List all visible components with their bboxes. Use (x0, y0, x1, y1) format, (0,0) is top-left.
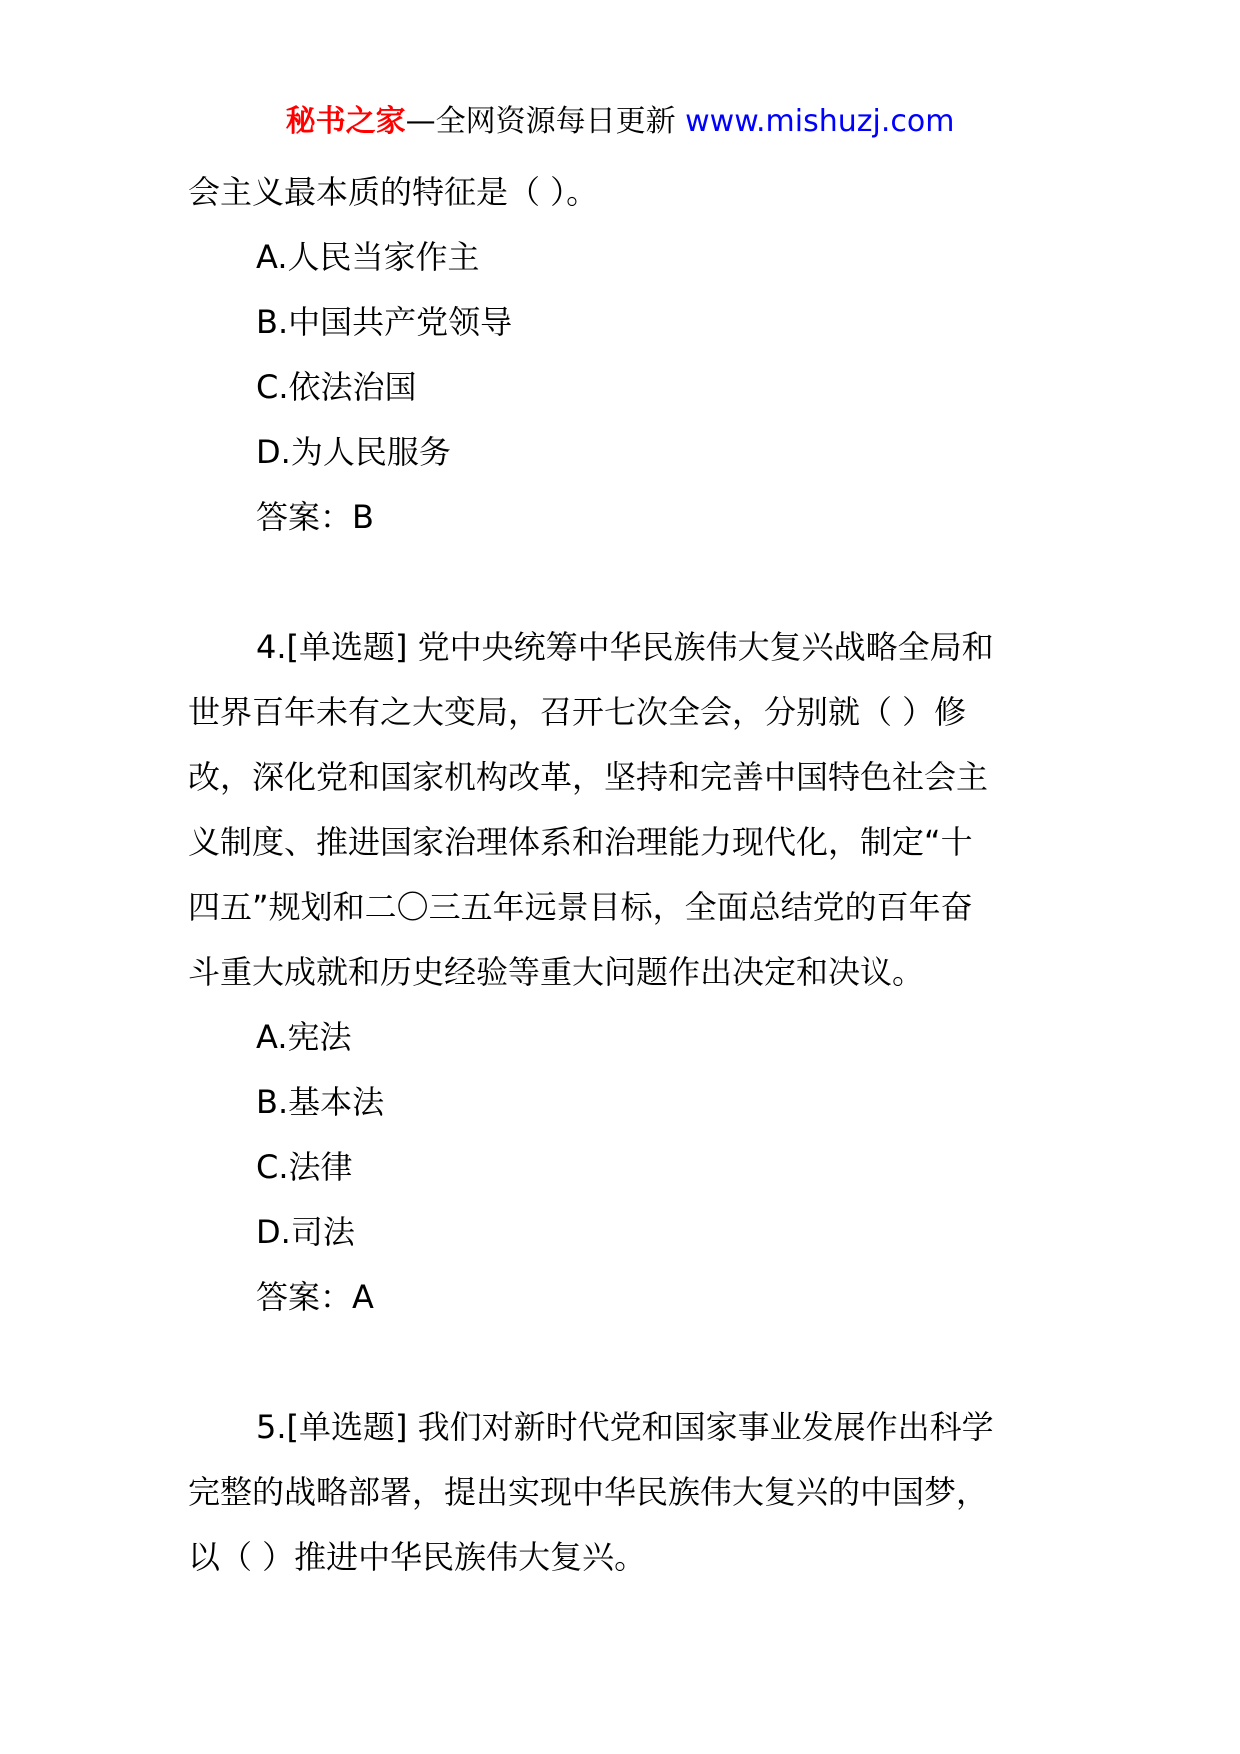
option-c: C.依法治国 (256, 368, 417, 406)
question-stem-line: 义制度、推进国家治理体系和治理能力现代化，制定“十 (188, 823, 973, 861)
site-url-link[interactable]: www.mishuzj.com (685, 104, 955, 139)
question-stem-line: 世界百年未有之大变局，召开七次全会，分别就（ ）修 (188, 693, 967, 731)
option-c: C.法律 (256, 1148, 353, 1186)
question-stem-line: 会主义最本质的特征是（ ）。 (188, 173, 599, 211)
spacer (188, 1330, 1060, 1395)
answer-line: 答案：A (256, 1278, 374, 1316)
answer-line: 答案：B (256, 498, 374, 536)
brand-name: 秘书之家 (285, 104, 406, 139)
question-stem-line: 4.[单选题] 党中央统筹中华民族伟大复兴战略全局和 (256, 628, 994, 666)
question-3 (188, 160, 1060, 550)
option-b: B.中国共产党领导 (256, 303, 513, 341)
question-stem-line: 完整的战略部署，提出实现中华民族伟大复兴的中国梦， (188, 1473, 989, 1511)
option-d: D.司法 (256, 1213, 355, 1251)
option-a: A.人民当家作主 (256, 238, 480, 276)
question-stem-line: 斗重大成就和历史经验等重大问题作出决定和决议。 (188, 953, 925, 991)
question-stem-line: 改，深化党和国家机构改革，坚持和完善中国特色社会主 (188, 758, 989, 796)
question-5 (188, 1395, 1060, 1590)
question-4 (188, 615, 1060, 1330)
option-b: B.基本法 (256, 1083, 385, 1121)
option-a: A.宪法 (256, 1018, 352, 1056)
option-d: D.为人民服务 (256, 433, 451, 471)
watermark-header (0, 100, 1240, 144)
question-stem-line: 以（ ）推进中华民族伟大复兴。 (188, 1538, 647, 1576)
spacer (188, 550, 1060, 615)
document-body (188, 160, 1060, 1590)
question-stem-line: 四五”规划和二〇三五年远景目标，全面总结党的百年奋 (188, 888, 973, 926)
header-tagline: —全网资源每日更新 (405, 104, 676, 139)
question-stem-line: 5.[单选题] 我们对新时代党和国家事业发展作出科学 (256, 1408, 994, 1446)
